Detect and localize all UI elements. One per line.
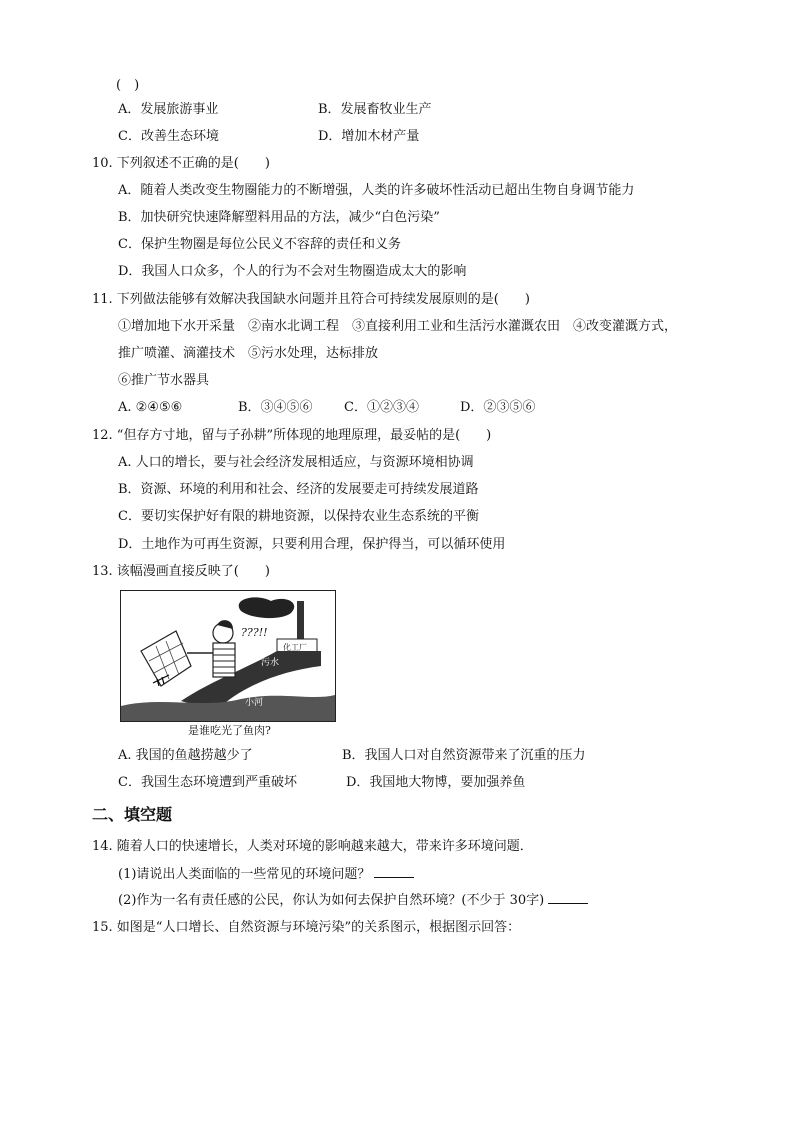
- q13-option-d: D．我国地大物博，要加强养鱼: [346, 775, 526, 790]
- q9-option-b: B．发展畜牧业生产: [318, 102, 432, 117]
- q11-stem: 11. 下列做法能够有效解决我国缺水问题并且符合可持续发展原则的是( ): [92, 292, 530, 307]
- q11-option-a: A. ②④⑤⑥: [118, 400, 183, 415]
- q11-option-d: D．②③⑤⑥: [460, 400, 536, 415]
- q11-option-b: B．③④⑤⑥: [238, 400, 313, 415]
- comic-question-marks: ???!!: [241, 626, 268, 639]
- q10-option-c: C．保护生物圈是每位公民义不容辞的责任和义务: [118, 237, 401, 252]
- q9-paren: ( ): [116, 78, 140, 93]
- q12-option-c: C．要切实保护好有限的耕地资源，以保持农业生态系统的平衡: [118, 509, 479, 524]
- q13-stem: 13. 该幅漫画直接反映了( ): [92, 564, 270, 579]
- q13-option-c: C．我国生态环境遭到严重破坏: [118, 775, 297, 790]
- q10-option-b: B．加快研究快速降解塑料用品的方法，减少“白色污染”: [118, 210, 440, 225]
- q14-sub1-text: (1)请说出人类面临的一些常见的环境问题？: [118, 867, 371, 882]
- q9-option-d: D．增加木材产量: [318, 129, 420, 144]
- net-mesh: [149, 641, 187, 679]
- fishing-net: [141, 631, 191, 686]
- q13-option-b: B．我国人口对自然资源带来了沉重的压力: [342, 748, 586, 763]
- q14-sub1: [118, 865, 414, 884]
- q12-option-b: B．资源、环境的利用和社会、经济的发展要走可持续发展道路: [118, 482, 479, 497]
- chimney: [297, 601, 304, 641]
- q10-option-d: D．我国人口众多，个人的行为不会对生物圈造成太大的影响: [118, 264, 467, 279]
- q12-stem: 12. “但存方寸地，留与子孙耕”所体现的地理原理，最妥帖的是( ): [92, 428, 492, 443]
- q9-option-c: C．改善生态环境: [118, 129, 219, 144]
- q10-option-a: A．随着人类改变生物圈能力的不断增强，人类的许多破坏性活动已超出生物自身调节能力: [118, 183, 635, 198]
- smoke-cloud: [239, 597, 295, 618]
- q14-sub1-answer-blank[interactable]: [374, 865, 414, 878]
- fisherman-body: [213, 643, 235, 677]
- cartoon-drawing: [121, 591, 335, 721]
- factory-label: 化工厂: [283, 643, 307, 652]
- q11-choices-line2: 推广喷灌、滴灌技术 ⑤污水处理，达标排放: [118, 346, 379, 361]
- q14-sub2-text: (2)作为一名有责任感的公民，你认为如何去保护自然环境？(不少于 30字): [118, 893, 545, 908]
- q11-choices-line1: ①增加地下水开采量 ②南水北调工程 ③直接利用工业和生活污水灌溉农田 ④改变灌溉方式，: [118, 319, 678, 334]
- cartoon-illustration: [120, 590, 336, 722]
- q14-stem: 14. 随着人口的快速增长，人类对环境的影响越来越大，带来许多环境问题．: [92, 839, 533, 854]
- q11-option-c: C．①②③④: [344, 400, 419, 415]
- cartoon-caption: 是谁吃光了鱼肉?: [188, 724, 271, 737]
- q10-stem: 10. 下列叙述不正确的是( ): [92, 156, 270, 171]
- q9-option-a: A．发展旅游事业: [118, 102, 219, 117]
- section-heading-fill-in: 二、填空题: [92, 805, 173, 824]
- river-label: 小河: [245, 698, 264, 708]
- q12-option-d: D．土地作为可再生资源，只要利用合理，保护得当，可以循环使用: [118, 537, 506, 552]
- q14-sub2: [118, 891, 588, 910]
- q13-option-a: A. 我国的鱼越捞越少了: [118, 748, 253, 763]
- q12-option-a: A. 人口的增长，要与社会经济发展相适应，与资源环境相协调: [118, 455, 474, 470]
- sewage-label: 污水: [261, 658, 280, 668]
- q11-choices-line3: ⑥推广节水器具: [118, 373, 210, 388]
- q14-sub2-answer-blank[interactable]: [548, 891, 588, 904]
- q15-stem: 15. 如图是“人口增长、自然资源与环境污染”的关系图示，根据图示回答：: [92, 920, 521, 935]
